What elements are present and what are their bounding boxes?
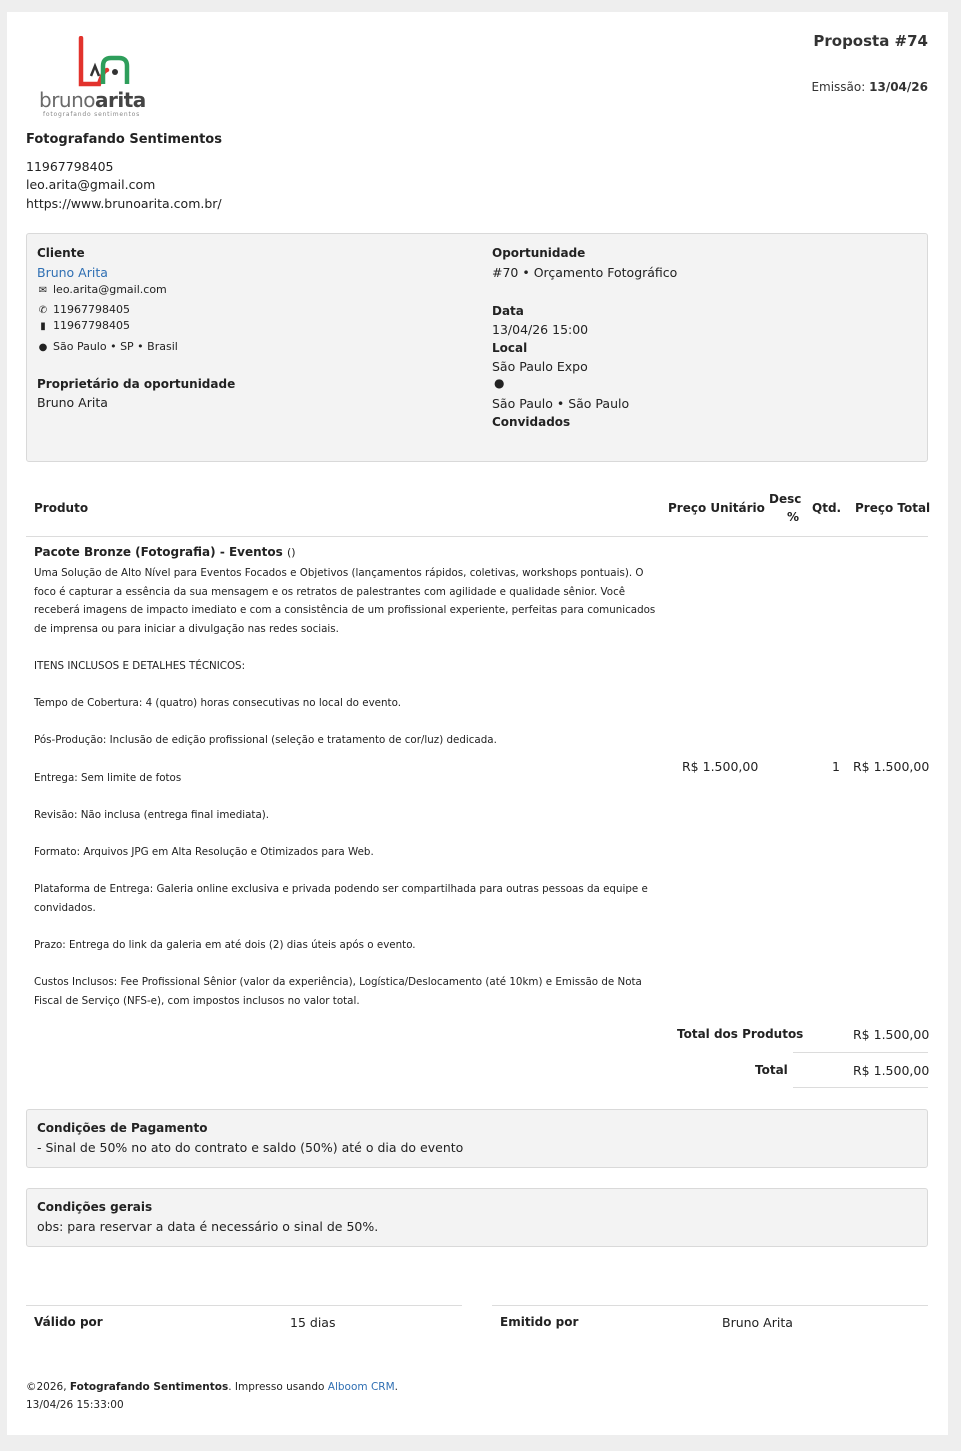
products-total-label: Total dos Produtos <box>677 1027 804 1041</box>
desc-line: Pós-Produção: Inclusão de edição profissional (seleção e tratamento de cor/luz) dedicada. <box>34 734 497 747</box>
company-phone: 11967798405 <box>26 159 114 174</box>
desc-line: Custos Inclusos: Fee Profissional Sênior (valor da experiência), Logística/Deslocamento (até 10km) e Emissão de Nota Fiscal de Serviço (NFS-e), com impostos inclusos no valor total. <box>34 976 642 1007</box>
validity-label: Válido por <box>34 1315 103 1329</box>
issued-by-label: Emitido por <box>500 1315 579 1329</box>
place-name: São Paulo Expo <box>492 359 588 374</box>
desc-line <box>34 954 659 973</box>
opportunity-value: #70 • Orçamento Fotográfico <box>492 265 678 280</box>
item-description <box>34 564 659 1010</box>
logo-tagline: fotografando sentimentos <box>43 111 141 118</box>
client-mobile: 11967798405 <box>53 319 130 332</box>
desc-line <box>34 862 659 881</box>
client-email-row <box>37 283 167 296</box>
company-name: Fotografando Sentimentos <box>26 132 222 147</box>
event-date: 13/04/26 15:00 <box>492 322 589 337</box>
issue-date-value: 13/04/26 <box>869 80 928 94</box>
payment-label: Condições de Pagamento <box>37 1121 208 1135</box>
opportunity-label: Oportunidade <box>492 246 586 260</box>
desc-line: Uma Solução de Alto Nível para Eventos Focados e Objetivos (lançamentos rápidos, coletivas, workshops pontuais). O foco é capturar a essência da sua mensagem e os retratos de palestrantes com agilidade e qualidade sênior. Você receberá imagens de impacto imediato e com a consistência de um profissional experiente, perfeitas para comunicados de imprensa ou para iniciar a divulgação nas redes sociais. <box>34 567 656 635</box>
company-logo <box>37 36 172 131</box>
desc-line: Prazo: Entrega do link da galeria em até dois (2) dias úteis após o evento. <box>34 938 416 951</box>
footer-crm-link[interactable]: Alboom CRM <box>327 1381 395 1393</box>
client-phone-row <box>37 303 130 316</box>
totals-divider <box>793 1052 928 1053</box>
issued-by-divider <box>492 1305 928 1306</box>
issue-date <box>811 80 928 94</box>
map-marker-icon: ● <box>38 342 48 353</box>
owner-label: Proprietário da oportunidade <box>37 377 236 391</box>
th-unit-price: Preço Unitário <box>668 501 765 515</box>
envelope-icon: ✉ <box>38 285 48 296</box>
phone-icon: ✆ <box>38 305 48 316</box>
client-opportunity-box <box>26 233 928 462</box>
client-phone: 11967798405 <box>53 303 130 316</box>
desc-line: ITENS INCLUSOS E DETALHES TÉCNICOS: <box>34 659 246 672</box>
products-total-value: R$ 1.500,00 <box>853 1027 930 1042</box>
general-label: Condições gerais <box>37 1200 153 1214</box>
validity-divider <box>26 1305 462 1306</box>
total-value: R$ 1.500,00 <box>853 1063 930 1078</box>
desc-line <box>34 676 659 695</box>
th-total: Preço Total <box>855 501 931 515</box>
validity-value: 15 dias <box>290 1315 336 1330</box>
item-total: R$ 1.500,00 <box>853 759 930 774</box>
desc-line <box>34 638 659 657</box>
general-text: obs: para reservar a data é necessário o sinal de 50%. <box>37 1219 379 1234</box>
footer-company: Fotografando Sentimentos <box>69 1381 229 1393</box>
place-marker-icon: ● <box>494 376 505 390</box>
logo-word-bold: arita <box>95 88 146 112</box>
guests-label: Convidados <box>492 415 571 429</box>
desc-line: Plataforma de Entrega: Galeria online exclusiva e privada podendo ser compartilhada para outras pessoas da equipe e convidados. <box>34 883 648 914</box>
company-email: leo.arita@gmail.com <box>26 177 156 192</box>
general-conditions-box <box>26 1188 928 1247</box>
desc-line: Revisão: Não inclusa (entrega final imediata). <box>34 808 270 821</box>
item-name: Pacote Bronze (Fotografia) - Eventos <box>34 545 283 559</box>
footer-dot: . <box>394 1381 398 1393</box>
date-label: Data <box>492 304 524 318</box>
footer-year: ©2026, <box>26 1381 67 1393</box>
payment-conditions-box <box>26 1109 928 1168</box>
proposal-title: Proposta #74 <box>813 32 928 50</box>
th-discount-top: Desc <box>769 492 802 506</box>
footer-printed-using: . Impresso usando <box>228 1381 325 1393</box>
logo-word-light: bruno <box>39 88 96 112</box>
issued-by-value: Bruno Arita <box>722 1315 793 1330</box>
place-city: São Paulo • São Paulo <box>492 396 630 411</box>
client-address-row <box>37 340 178 353</box>
item-unit-price: R$ 1.500,00 <box>682 759 759 774</box>
item-qty: 1 <box>832 759 840 774</box>
logo-wordmark <box>39 88 146 112</box>
desc-line <box>34 917 659 936</box>
table-header-divider <box>26 536 928 537</box>
desc-line <box>34 750 659 769</box>
payment-text: - Sinal de 50% no ato do contrato e saldo (50%) até o dia do evento <box>37 1140 464 1155</box>
totals-bottom-divider <box>793 1087 928 1088</box>
desc-line: Entrega: Sem limite de fotos <box>34 771 182 784</box>
desc-line: Formato: Arquivos JPG em Alta Resolução e Otimizados para Web. <box>34 845 374 858</box>
item-name-row <box>34 545 296 559</box>
item-name-suffix: () <box>286 546 296 559</box>
proposal-page <box>7 12 948 1435</box>
client-name-link[interactable]: Bruno Arita <box>37 265 108 280</box>
place-label: Local <box>492 341 528 355</box>
desc-line <box>34 713 659 732</box>
owner-name: Bruno Arita <box>37 395 108 410</box>
client-label: Cliente <box>37 246 85 260</box>
desc-line <box>34 787 659 806</box>
client-address: São Paulo • SP • Brasil <box>53 340 178 353</box>
footer-timestamp: 13/04/26 15:33:00 <box>26 1399 124 1411</box>
desc-line <box>34 824 659 843</box>
company-website[interactable]: https://www.brunoarita.com.br/ <box>26 196 222 211</box>
total-label: Total <box>755 1063 788 1077</box>
mobile-icon: ▮ <box>40 321 46 332</box>
desc-line: Tempo de Cobertura: 4 (quatro) horas consecutivas no local do evento. <box>34 697 401 710</box>
logo-mark-icon <box>37 36 172 91</box>
th-qty: Qtd. <box>812 501 842 515</box>
issue-date-label: Emissão: <box>811 80 866 94</box>
th-product: Produto <box>34 501 89 515</box>
client-mobile-row <box>37 319 130 332</box>
client-email: leo.arita@gmail.com <box>53 283 167 296</box>
footer-copyright <box>26 1381 398 1393</box>
th-discount-bottom: % <box>787 510 800 524</box>
